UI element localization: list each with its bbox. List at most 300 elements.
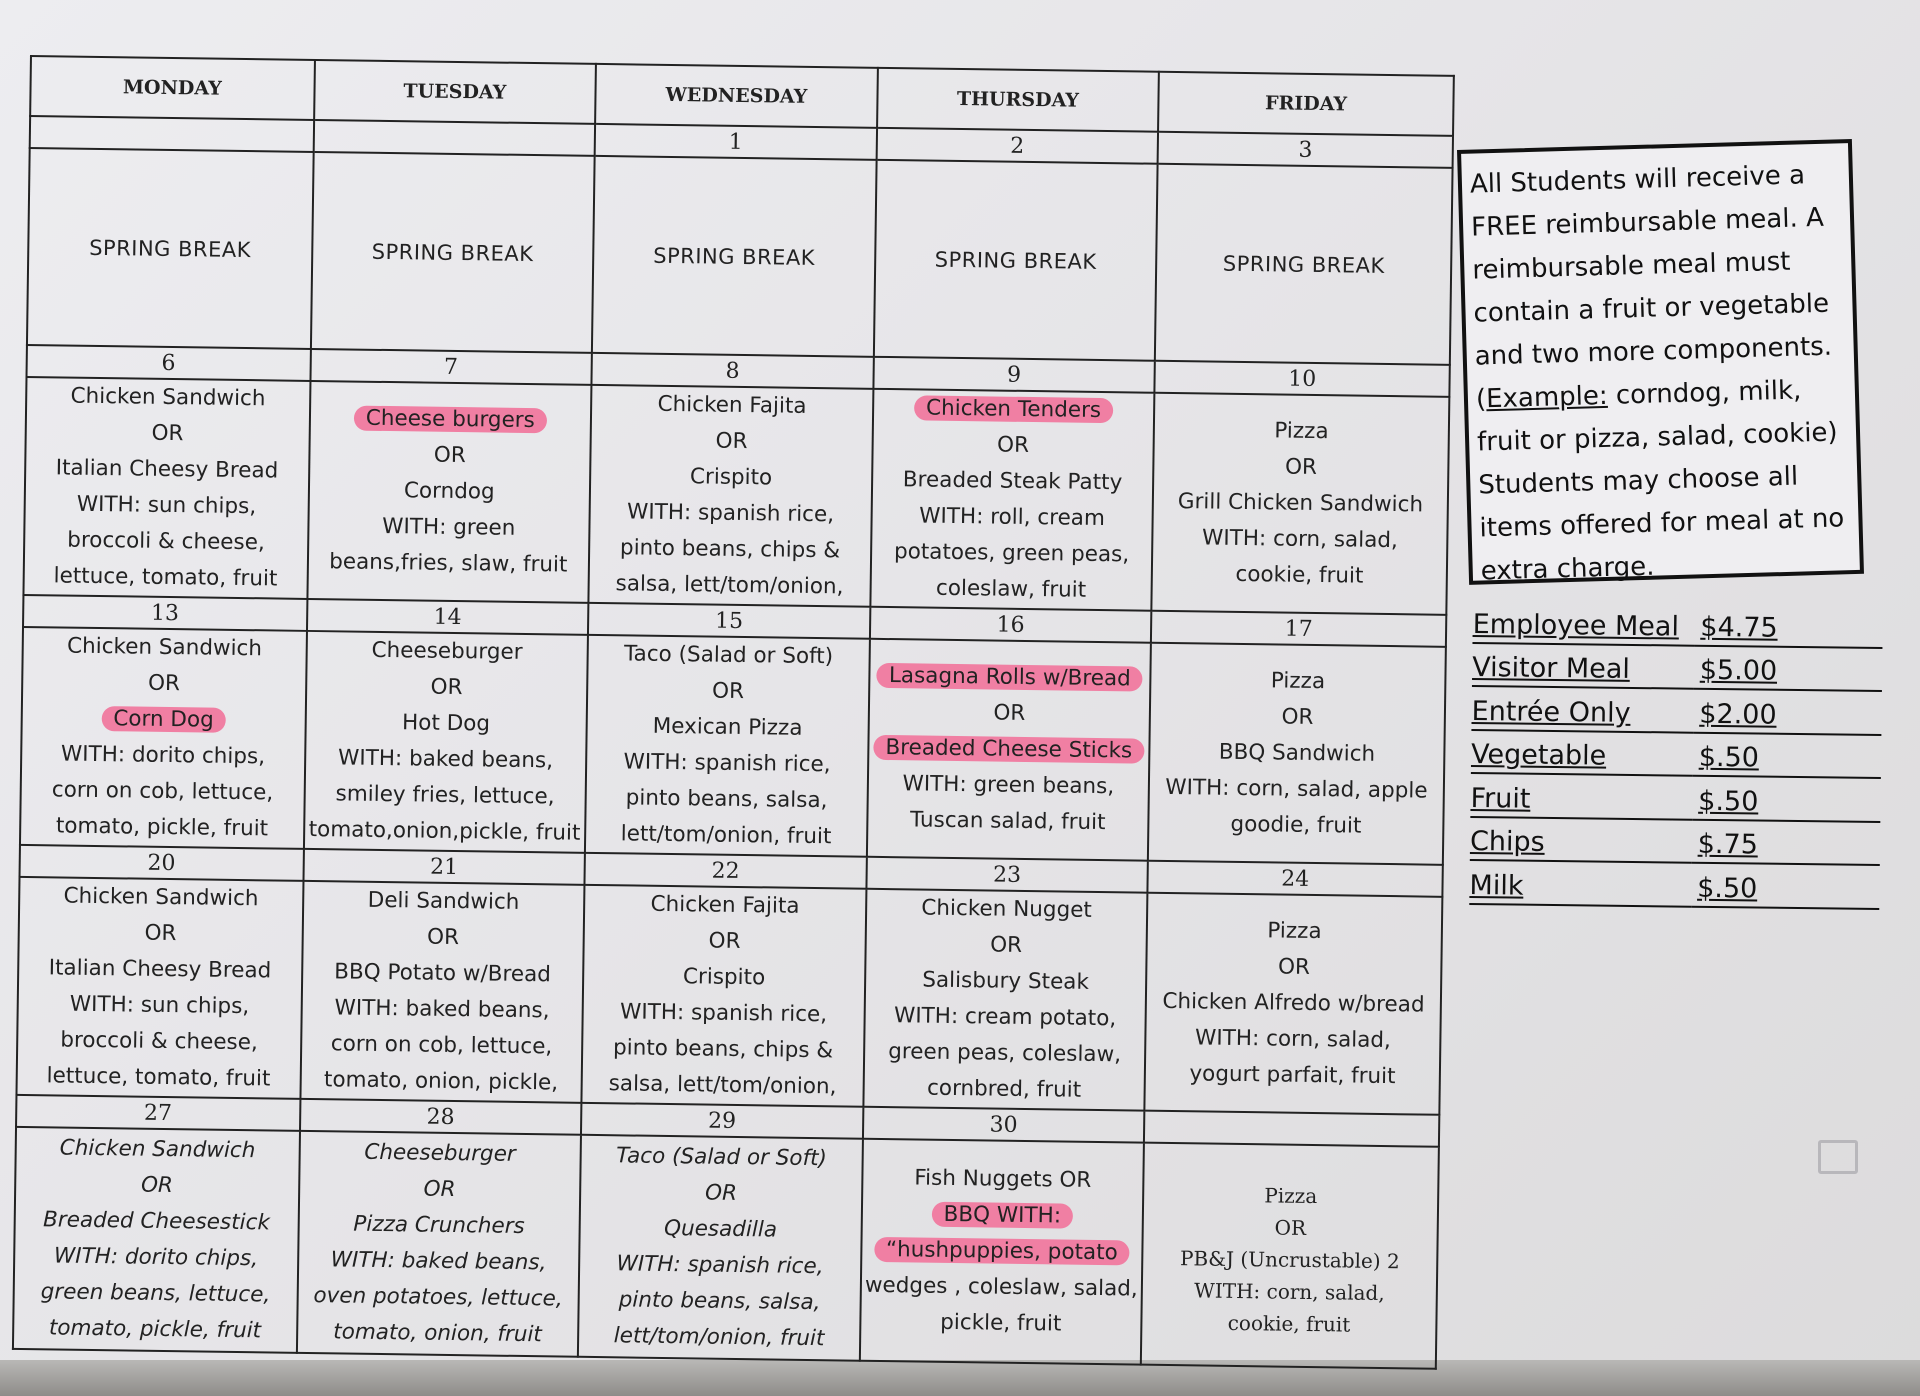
menu-line xyxy=(580,1282,860,1322)
highlighted-menu-item: Lasagna Rolls w/Bread xyxy=(877,663,1143,692)
menu-line-text: OR xyxy=(430,674,463,701)
menu-line xyxy=(26,414,308,454)
menu-cell xyxy=(578,1135,863,1361)
date-number: 14 xyxy=(307,599,589,635)
highlighted-menu-item: Corn Dog xyxy=(101,706,226,733)
menu-line-text: OR xyxy=(993,700,1026,726)
menu-line xyxy=(27,378,309,418)
menu-line-text: oven potatoes, lettuce, xyxy=(313,1283,563,1312)
menu-cell xyxy=(582,885,867,1107)
menu-line-text: salsa, lett/tom/onion, xyxy=(615,571,844,600)
menu-line xyxy=(302,990,582,1030)
menu-line xyxy=(26,450,308,490)
date-number: 9 xyxy=(873,357,1155,393)
day-header: THURSDAY xyxy=(877,68,1159,132)
menu-cell xyxy=(20,627,307,849)
example-label: Example: xyxy=(1485,380,1609,415)
menu-line xyxy=(1148,912,1441,952)
menu-line xyxy=(1153,520,1446,560)
menu-line-text: tomato, pickle, fruit xyxy=(55,813,269,842)
menu-line-text: pinto beans, chips & xyxy=(612,1035,834,1064)
menu-line-text: WITH: baked beans, xyxy=(337,745,554,774)
menu-line-text: Pizza xyxy=(1270,668,1326,695)
menu-line xyxy=(310,400,590,440)
date-number: 13 xyxy=(23,595,307,631)
menu-line xyxy=(1150,770,1443,810)
menu-line-text: pickle, fruit xyxy=(940,1309,1062,1337)
price-value: $4.75 xyxy=(1694,611,1883,648)
highlighted-menu-item: Cheese burgers xyxy=(354,406,547,434)
menu-line-text: Pizza xyxy=(1267,918,1322,945)
menu-line xyxy=(590,530,870,570)
menu-line xyxy=(587,744,867,784)
menu-line xyxy=(306,740,586,780)
menu-line xyxy=(861,1268,1141,1308)
menu-line-text: WITH: green xyxy=(382,513,516,541)
menu-line-text: Deli Sandwich xyxy=(367,887,520,915)
price-item-name: Vegetable xyxy=(1471,739,1693,777)
menu-row xyxy=(16,877,1442,1115)
menu-cell xyxy=(589,385,874,607)
menu-line-text: OR xyxy=(147,670,181,697)
menu-line-text: Crispito xyxy=(682,964,766,991)
menu-line xyxy=(15,1202,297,1242)
menu-line-text: coleslaw, fruit xyxy=(935,575,1087,603)
menu-line-text: OR xyxy=(1277,954,1311,980)
menu-line xyxy=(299,1242,579,1282)
date-number: 16 xyxy=(870,607,1152,643)
menu-line xyxy=(17,1058,299,1098)
menu-line-text: cookie, fruit xyxy=(1227,1310,1351,1337)
menu-line-text: OR xyxy=(423,1176,456,1203)
menu-line-text: OR xyxy=(426,924,460,951)
menu-line xyxy=(861,1304,1141,1344)
price-item-name: Employee Meal xyxy=(1472,608,1694,646)
table-surface xyxy=(0,1360,1920,1396)
price-value: $.75 xyxy=(1691,829,1880,866)
menu-line xyxy=(306,704,586,744)
date-number: 8 xyxy=(592,353,874,389)
menu-line-text: WITH: baked beans, xyxy=(334,995,550,1024)
price-item-name: Milk xyxy=(1469,869,1691,907)
menu-row xyxy=(23,377,1449,615)
menu-line xyxy=(591,494,871,534)
menu-line-text: green peas, coleslaw, xyxy=(888,1039,1122,1068)
spring-break-cell: SPRING BREAK xyxy=(874,160,1158,361)
menu-line xyxy=(863,1160,1143,1200)
menu-row xyxy=(20,627,1446,865)
checkbox-icon xyxy=(1818,1140,1858,1174)
menu-line-text: OR xyxy=(708,928,741,955)
menu-line xyxy=(299,1206,579,1246)
menu-cell xyxy=(870,389,1155,611)
highlighted-menu-item: Breaded Cheese Sticks xyxy=(873,735,1144,764)
menu-line xyxy=(1143,1274,1436,1310)
spring-break-cell: SPRING BREAK xyxy=(1155,164,1453,365)
menu-line xyxy=(24,558,306,598)
info-text-2: corndog, milk, fruit or pizza, salad, cookie) Students may choose all items offered for meal at no extra charge. xyxy=(1476,375,1845,587)
menu-line xyxy=(866,962,1146,1002)
menu-line xyxy=(1146,1020,1439,1060)
menu-line xyxy=(305,776,585,816)
menu-line-text: wedges , coleslaw, salad, xyxy=(864,1272,1138,1302)
menu-line-text: WITH: dorito chips, xyxy=(53,1243,259,1272)
menu-cell xyxy=(23,377,310,599)
highlighted-menu-item: Chicken Tenders xyxy=(914,395,1113,423)
menu-line-text: OR xyxy=(433,442,466,469)
menu-line-text: Grill Chicken Sandwich xyxy=(1177,489,1424,518)
menu-line xyxy=(581,1210,861,1250)
menu-line xyxy=(874,390,1154,430)
menu-line-text: tomato,onion,pickle, fruit xyxy=(308,816,581,846)
menu-cell xyxy=(13,1127,300,1353)
menu-line-text: Italian Cheesy Bread xyxy=(48,955,272,984)
price-item-name: Visitor Meal xyxy=(1472,652,1694,690)
menu-line-text: Taco (Salad or Soft) xyxy=(623,641,834,670)
price-value: $.50 xyxy=(1692,785,1881,822)
date-number: 3 xyxy=(1158,132,1453,168)
spring-break-cell: SPRING BREAK xyxy=(311,152,595,353)
menu-line-text: corn on cob, lettuce, xyxy=(330,1031,553,1060)
menu-line xyxy=(868,802,1148,842)
menu-line-text: beans,fries, slaw, fruit xyxy=(329,549,568,578)
price-row xyxy=(1472,643,1883,692)
menu-line xyxy=(307,632,587,672)
menu-line-text: Mexican Pizza xyxy=(652,713,803,741)
date-number xyxy=(313,120,595,156)
menu-line xyxy=(304,882,584,922)
menu-line-text: OR xyxy=(996,432,1030,458)
menu-line xyxy=(19,950,301,990)
menu-line-text: broccoli & cheese, xyxy=(67,527,265,556)
menu-cell xyxy=(867,639,1152,861)
price-row xyxy=(1471,730,1882,779)
menu-line xyxy=(307,668,587,708)
menu-line xyxy=(300,1134,580,1174)
menu-line xyxy=(1144,1210,1437,1246)
menu-line-text: cookie, fruit xyxy=(1235,561,1364,589)
menu-line-text: WITH: cream potato, xyxy=(893,1003,1117,1032)
menu-line-text: Cheeseburger xyxy=(371,637,523,665)
menu-line xyxy=(583,1066,863,1106)
menu-line xyxy=(309,508,589,548)
menu-line xyxy=(866,926,1146,966)
price-value: $2.00 xyxy=(1693,698,1882,735)
date-number xyxy=(1144,1111,1439,1147)
menu-line xyxy=(1151,662,1444,702)
price-value: $.50 xyxy=(1691,872,1880,909)
date-number: 28 xyxy=(300,1099,582,1135)
day-header: WEDNESDAY xyxy=(595,64,877,128)
menu-line-text: WITH: corn, salad, apple xyxy=(1165,774,1428,804)
menu-line-text: Taco (Salad or Soft) xyxy=(616,1143,828,1172)
menu-line xyxy=(870,658,1150,698)
menu-line-text: WITH: spanish rice, xyxy=(619,999,828,1028)
menu-line xyxy=(579,1318,859,1358)
menu-line-text: lett/tom/onion, fruit xyxy=(620,821,832,850)
menu-line-text: OR xyxy=(151,420,184,447)
menu-line xyxy=(1153,556,1446,596)
menu-line-text: Breaded Cheesestick xyxy=(42,1207,271,1236)
menu-row xyxy=(13,1127,1439,1369)
menu-cell xyxy=(863,889,1148,1111)
meal-info-box xyxy=(1457,139,1864,585)
menu-line-text: lettuce, tomato, fruit xyxy=(53,563,278,592)
price-row xyxy=(1472,600,1883,649)
menu-line xyxy=(20,914,302,954)
menu-line xyxy=(583,1030,863,1070)
menu-line xyxy=(302,1026,582,1066)
menu-line-text: WITH: spanish rice, xyxy=(626,499,835,528)
menu-line xyxy=(18,1022,300,1062)
menu-line-text: yogurt parfait, fruit xyxy=(1189,1061,1396,1090)
spring-break-cell: SPRING BREAK xyxy=(592,156,876,357)
day-header: MONDAY xyxy=(30,56,314,120)
menu-line xyxy=(1147,984,1440,1024)
menu-line xyxy=(864,1070,1144,1110)
menu-line xyxy=(873,426,1153,466)
menu-line xyxy=(584,994,864,1034)
menu-line-text: Pizza xyxy=(1264,1183,1318,1209)
menu-line xyxy=(585,886,865,926)
date-number: 10 xyxy=(1155,361,1450,397)
menu-line xyxy=(580,1246,860,1286)
menu-line xyxy=(18,986,300,1026)
menu-line xyxy=(300,1170,580,1210)
date-number: 23 xyxy=(866,857,1148,893)
menu-cell xyxy=(307,381,592,603)
menu-line xyxy=(305,812,585,852)
menu-line-text: cornbred, fruit xyxy=(926,1075,1082,1103)
menu-line xyxy=(308,544,588,584)
day-header: TUESDAY xyxy=(314,60,596,124)
menu-line xyxy=(14,1310,296,1350)
menu-line-text: WITH: corn, salad, xyxy=(1194,1025,1392,1054)
date-number: 30 xyxy=(863,1107,1145,1143)
menu-line xyxy=(1154,448,1447,488)
menu-line-text: WITH: sun chips, xyxy=(76,491,257,520)
menu-line-text: Corndog xyxy=(403,478,495,505)
menu-line-text: Fish Nuggets OR xyxy=(914,1165,1092,1193)
highlighted-menu-item: BBQ WITH: xyxy=(931,1202,1073,1229)
menu-cell xyxy=(16,877,303,1099)
menu-line xyxy=(1149,806,1442,846)
price-list xyxy=(1469,600,1883,909)
menu-line-text: Breaded Steak Patty xyxy=(902,467,1123,496)
price-item-name: Entrée Only xyxy=(1471,695,1693,733)
menu-line-text: Chicken Sandwich xyxy=(66,633,263,662)
menu-line xyxy=(588,672,868,712)
menu-line xyxy=(1150,734,1443,774)
price-row xyxy=(1469,861,1880,910)
menu-line-text: Crispito xyxy=(689,464,773,491)
menu-line-text: goodie, fruit xyxy=(1230,811,1362,839)
menu-line xyxy=(867,890,1147,930)
menu-line xyxy=(23,664,305,704)
menu-line xyxy=(585,922,865,962)
date-number: 22 xyxy=(585,853,867,889)
menu-line-text: Pizza xyxy=(1274,418,1329,445)
menu-line-text: OR xyxy=(989,932,1023,958)
menu-line-text: corn on cob, lettuce, xyxy=(51,777,274,806)
menu-line xyxy=(309,472,589,512)
menu-cell xyxy=(296,1131,581,1357)
menu-cell xyxy=(1148,643,1446,865)
menu-line xyxy=(862,1196,1142,1236)
date-number: 2 xyxy=(876,128,1158,164)
menu-line-text: PB&J (Uncrustable) 2 xyxy=(1179,1246,1400,1274)
menu-line-text: Hot Dog xyxy=(401,710,491,737)
menu-line-text: WITH: corn, salad, xyxy=(1194,1278,1385,1306)
menu-line-text: pinto beans, salsa, xyxy=(625,785,828,814)
menu-line xyxy=(301,1062,581,1102)
menu-line-text: Pizza Crunchers xyxy=(353,1211,525,1240)
menu-line xyxy=(871,570,1151,610)
menu-line xyxy=(16,1130,298,1170)
price-item-name: Chips xyxy=(1470,826,1692,864)
menu-line xyxy=(22,736,304,776)
menu-line-text: WITH: sun chips, xyxy=(69,991,250,1020)
menu-line-text: OR xyxy=(1284,454,1318,481)
menu-line-text: pinto beans, chips & xyxy=(619,535,841,564)
menu-line-text: Italian Cheesy Bread xyxy=(55,455,279,484)
menu-line xyxy=(1154,484,1447,524)
menu-cell xyxy=(1152,393,1450,615)
price-row xyxy=(1470,774,1881,823)
date-number: 1 xyxy=(595,124,877,160)
menu-line xyxy=(20,878,302,918)
menu-line xyxy=(303,918,583,958)
menu-line xyxy=(21,772,303,812)
menu-line xyxy=(298,1314,578,1354)
menu-line-text: Chicken Sandwich xyxy=(63,883,259,912)
menu-line xyxy=(591,458,871,498)
menu-line xyxy=(1142,1306,1435,1342)
menu-line xyxy=(865,1034,1145,1074)
menu-line-text: WITH: dorito chips, xyxy=(60,741,266,770)
menu-line xyxy=(869,694,1149,734)
menu-line-text: pinto beans, salsa, xyxy=(618,1287,821,1316)
menu-line-text: salsa, lett/tom/onion, xyxy=(608,1071,837,1100)
date-number: 21 xyxy=(303,849,585,885)
menu-line xyxy=(592,386,872,426)
menu-line-text: OR xyxy=(144,920,177,947)
menu-line-text: WITH: spanish rice, xyxy=(616,1251,824,1280)
menu-line xyxy=(873,462,1153,502)
menu-line xyxy=(869,730,1149,770)
menu-calendar xyxy=(12,55,1455,1370)
menu-line xyxy=(589,636,869,676)
menu-line-text: WITH: green beans, xyxy=(902,771,1115,800)
date-number: 20 xyxy=(20,845,304,881)
highlighted-menu-item: “hushpuppies, potato xyxy=(874,1237,1130,1266)
date-number: 29 xyxy=(581,1103,863,1139)
menu-line-text: lett/tom/onion, fruit xyxy=(613,1323,825,1352)
menu-line xyxy=(298,1278,578,1318)
menu-line xyxy=(310,436,590,476)
menu-line xyxy=(1144,1178,1437,1214)
menu-line xyxy=(865,998,1145,1038)
menu-line xyxy=(22,700,304,740)
menu-line-text: Cheeseburger xyxy=(364,1139,516,1167)
menu-line xyxy=(1151,698,1444,738)
menu-cell xyxy=(1145,893,1443,1115)
menu-cell xyxy=(585,635,870,857)
info-text: All Students will receive a FREE reimbursable meal. A reimbursable meal must contain a fruit or vegetable and two more components. ( xyxy=(1469,160,1833,415)
menu-line-text: potatoes, green peas, xyxy=(893,539,1130,568)
date-number: 17 xyxy=(1151,611,1446,647)
menu-line xyxy=(1146,1056,1439,1096)
date-number: 24 xyxy=(1148,861,1443,897)
menu-line-text: OR xyxy=(715,428,748,455)
menu-line xyxy=(303,954,583,994)
menu-line xyxy=(586,816,866,856)
menu-line xyxy=(582,1138,862,1178)
menu-line xyxy=(868,766,1148,806)
menu-line xyxy=(25,522,307,562)
spring-break-cell: SPRING BREAK xyxy=(27,148,313,349)
menu-cell xyxy=(860,1139,1145,1365)
menu-line-text: lettuce, tomato, fruit xyxy=(46,1063,271,1092)
menu-line-text: Quesadilla xyxy=(663,1215,778,1243)
menu-line xyxy=(590,566,870,606)
date-number: 27 xyxy=(16,1095,300,1131)
date-number xyxy=(30,116,314,152)
menu-line xyxy=(588,708,868,748)
menu-line-text: WITH: roll, cream xyxy=(919,503,1106,532)
menu-line xyxy=(581,1174,861,1214)
menu-line-text: Tuscan salad, fruit xyxy=(909,807,1106,836)
menu-line xyxy=(15,1238,297,1278)
menu-line xyxy=(1147,948,1440,988)
price-item-name: Fruit xyxy=(1470,782,1692,820)
menu-line-text: Chicken Sandwich xyxy=(59,1135,256,1164)
menu-line xyxy=(584,958,864,998)
menu-cell xyxy=(304,631,589,853)
menu-line-text: Chicken Nugget xyxy=(921,895,1093,923)
menu-line-text: OR xyxy=(140,1172,174,1199)
menu-line-text: WITH: baked beans, xyxy=(330,1247,547,1276)
date-number: 7 xyxy=(310,349,592,385)
menu-line-text: Chicken Sandwich xyxy=(70,383,266,412)
spring-break-row xyxy=(27,148,1453,365)
menu-line xyxy=(587,780,867,820)
date-number: 15 xyxy=(588,603,870,639)
menu-line-text: BBQ Potato w/Bread xyxy=(334,959,552,988)
menu-line xyxy=(14,1274,296,1314)
menu-line xyxy=(1155,412,1448,452)
menu-line-text: OR xyxy=(1281,704,1314,730)
menu-line xyxy=(592,422,872,462)
day-header: FRIDAY xyxy=(1158,72,1454,136)
menu-line-text: OR xyxy=(704,1180,738,1206)
price-row xyxy=(1471,687,1882,736)
menu-line-text: OR xyxy=(1274,1215,1307,1240)
date-number: 6 xyxy=(27,345,311,381)
menu-line-text: WITH: corn, salad, xyxy=(1201,525,1398,554)
price-row xyxy=(1470,817,1881,866)
menu-line xyxy=(872,498,1152,538)
menu-line xyxy=(872,534,1152,574)
menu-cell xyxy=(1141,1143,1439,1369)
price-value: $.50 xyxy=(1693,742,1882,779)
menu-line-text: smiley fries, lettuce, xyxy=(335,781,555,810)
menu-line xyxy=(16,1166,298,1206)
menu-line xyxy=(862,1232,1142,1272)
menu-line-text: WITH: spanish rice, xyxy=(623,749,831,778)
menu-cell xyxy=(300,881,585,1103)
menu-line-text: Salisbury Steak xyxy=(922,967,1090,995)
